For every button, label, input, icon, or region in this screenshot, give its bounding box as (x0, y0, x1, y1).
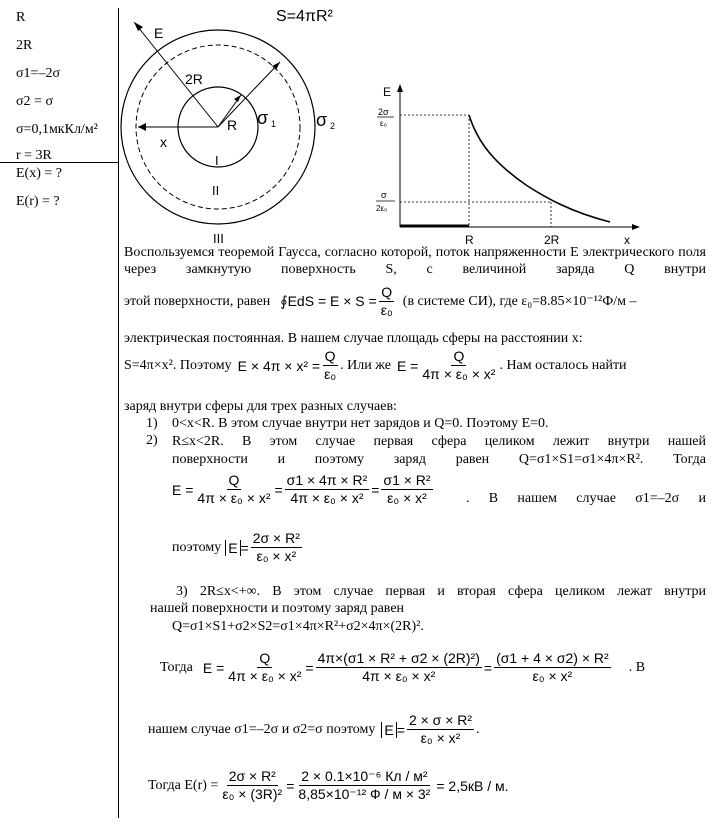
fraction: $\frac{Q}{\text{ε₀}}$ (380, 284, 393, 318)
graph-ylabel: E (383, 85, 392, 99)
fraction: $\frac{\text{(σ1 + 4 × σ2) × R²}}{\text{ε₀ × x²}}$ (496, 650, 609, 684)
region-label-II: II (212, 183, 220, 198)
figure-label-sigma1: σ (257, 108, 269, 128)
text-span: S=4π×x². Поэтому (124, 357, 232, 373)
graph-ytick-bottom-num: σ (381, 190, 387, 200)
given-item: 2R (16, 38, 33, 53)
fraction: $\frac{\text{2 × σ × R²}}{\text{ε₀ × x²}}$ (408, 712, 473, 746)
abs-E: E (225, 540, 240, 556)
case-2-number: 2) (146, 433, 158, 448)
area-formula: S=4πR² (276, 8, 333, 25)
fraction: $\frac{\text{2 × 0.1×10⁻⁶ Кл / м²}}{\text{8,85×10⁻¹² Ф / м × 3²}}$ (298, 768, 431, 802)
case-3-equation: Тогда E = $\frac{Q}{\text{4π × ε₀ × x²}}$ = $\frac{\text{4π×(σ1 × R² + σ2 × (2R)²)}}{\text{4π × ε₀ × x²}}$ = $\frac{\text{(σ1 + 4 × σ2) × R²}}{\text{ε₀ × x²}}$ . В (160, 650, 646, 684)
graph-xtick-R: R (465, 233, 474, 247)
fraction: $\frac{Q}{\text{4π × ε₀ × x²}}$ (228, 650, 302, 684)
graph-ytick-bottom-den: 2ε₀ (376, 204, 388, 213)
case-2-remark: . В нашем случае σ1=–2σ и (466, 491, 706, 506)
paragraph-cases: заряд внутри сферы для трех разных случаев: (124, 399, 397, 414)
fraction: $\frac{\text{4π×(σ1 × R² + σ2 × (2R)²)}}{\text{4π × ε₀ × x²}}$ (317, 650, 480, 684)
given-item: σ1=–2σ (16, 66, 60, 81)
equation: E = (396, 357, 419, 374)
equation: E × 4π × x² = (237, 357, 321, 374)
final-equation: Тогда E(r) = $\frac{\text{2σ × R²}}{\text{ε₀ × (3R)²}}$ = $\frac{\text{2 × 0.1×10⁻⁶ Кл / м²}}{\text{8,85×10⁻¹² Ф / м × 3²}}$ = 2,5кВ / м. (148, 768, 509, 802)
case-2-equation: E = $\frac{Q}{\text{4π × ε₀ × x²}}$ = $\frac{\text{σ1 × 4π × R²}}{\text{4π × ε₀ × x²}}$ = $\frac{\text{σ1 × R²}}{\text{ε₀ × x²}}$ (172, 472, 431, 506)
case-3-result: нашем случае σ1=–2σ и σ2=σ поэтому E = $\frac{\text{2 × σ × R²}}{\text{ε₀ × x²}}$ . (148, 712, 480, 746)
figure-label-R: R (227, 117, 238, 133)
find-item: E(x) = ? (16, 166, 62, 181)
case-1-text: 0<x<R. В этом случае внутри нет зарядов и Q=0. Поэтому E=0. (172, 416, 549, 431)
given-item: σ=0,1мкКл/м² (16, 122, 98, 137)
fraction: $\frac{Q}{\text{ε₀}}$ (324, 348, 337, 382)
region-label-III: III (213, 231, 224, 246)
given-item: σ2 = σ (16, 94, 53, 109)
find-item: E(r) = ? (16, 194, 60, 209)
case-1-number: 1) (146, 416, 158, 431)
text-span: . Нам осталось найти (499, 357, 627, 373)
given-divider-vertical (118, 8, 119, 818)
figure-label-E: E (154, 25, 164, 41)
case-2-line-1: R≤x<2R. В этом случае первая сфера целиком лежит внутри нашей (172, 434, 706, 449)
graph-xtick-2R: 2R (544, 233, 560, 247)
field-graph (366, 82, 646, 250)
graph-xlabel: x (624, 233, 630, 247)
fraction: $\frac{\text{σ1 × R²}}{\text{ε₀ × x²}}$ (383, 472, 431, 506)
given-item: R (16, 10, 26, 25)
graph-ytick-top-den: ε₀ (380, 119, 387, 128)
text-span: нашем случае σ1=–2σ и σ2=σ поэтому (148, 721, 376, 737)
case-3-line-2: нашей поверхности и поэтому заряд равен (150, 601, 405, 616)
figure-label-sigma1-sub: 1 (271, 119, 277, 129)
fraction: $\frac{Q}{\text{4π × ε₀ × x²}}$ (197, 472, 271, 506)
figure-label-2R: 2R (185, 71, 203, 87)
graph-curve (469, 115, 610, 222)
fraction: $\frac{Q}{\text{4π × ε₀ × x²}}$ (422, 348, 496, 382)
area-equation-line (124, 348, 627, 383)
text-span: поэтому (172, 539, 222, 555)
abs-E: E (381, 722, 396, 738)
paragraph-intro: Воспользуемся теоремой Гаусса, согласно которой, поток напряженности E электрического поля через замкнутую поверхность S, с величиной заряда Q внутри (124, 245, 706, 277)
graph-ytick-top-num: 2σ (378, 107, 389, 117)
text-span: этой поверхности, равен (124, 293, 271, 309)
sphere-figure (120, 0, 360, 250)
case-2-line-2: поверхности и поэтому заряд равен Q=σ1×S1=σ1×4π×R². Тогда (172, 452, 706, 467)
text-span: . Или же (340, 357, 391, 373)
text-span: Тогда E(r) = (148, 777, 219, 793)
given-item: r = 3R (16, 148, 52, 163)
region-label-I: I (215, 153, 219, 168)
figure-label-sigma2: σ (316, 110, 328, 130)
figure-label-sigma2-sub: 2 (330, 121, 336, 131)
gauss-equation-line (124, 284, 637, 319)
fraction: $\frac{\text{2σ × R²}}{\text{ε₀ × x²}}$ (252, 530, 300, 564)
fraction: $\frac{\text{2σ × R²}}{\text{ε₀ × (3R)²}}$ (222, 768, 283, 802)
text-span: (в системе СИ), где ε₀=8.85×10⁻¹²Ф/м – (402, 294, 637, 309)
fraction: $\frac{\text{σ1 × 4π × R²}}{\text{4π × ε₀ × x²}}$ (286, 472, 368, 506)
paragraph-const: электрическая постоянная. В нашем случае площадь сферы на расстоянии x: (124, 331, 583, 346)
case-2-result: поэтому E = $\frac{\text{2σ × R²}}{\text{ε₀ × x²}}$ (172, 530, 300, 564)
gauss-integral: ∮EdS = E × S = (280, 293, 377, 309)
case-3-charge: Q=σ1×S1+σ2×S2=σ1×4π×R²+σ2×4π×(2R)². (172, 619, 424, 634)
figure-label-x: x (160, 134, 167, 150)
case-3-line-1: 3) 2R≤x<+∞. В этом случае первая и вторая сфера целиком лежат внутри (176, 584, 706, 599)
final-result: = 2,5кВ / м. (436, 777, 509, 794)
